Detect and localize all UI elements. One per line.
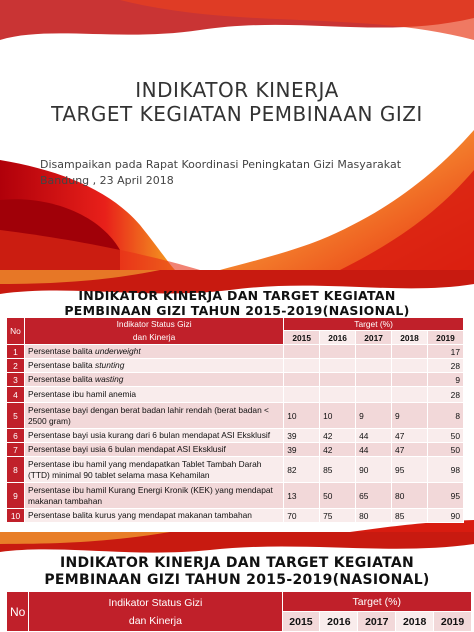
row-value-2019: 28 bbox=[428, 387, 464, 403]
row-value-2018: 80 bbox=[392, 483, 428, 509]
slide1-title-line2: TARGET KEGIATAN PEMBINAAN GIZI bbox=[51, 102, 423, 126]
row-value-2016 bbox=[320, 373, 356, 387]
row-indicator-text: Persentase balita bbox=[27, 346, 96, 356]
slide-indicator-table-repeat bbox=[0, 532, 474, 632]
row-indicator-text: Persentase ibu hamil yang mendapatkan Tablet Tambah Darah (TTD) minimal 90 tablet selama masa Kehamilan bbox=[27, 458, 262, 480]
row-value-2017 bbox=[356, 345, 392, 359]
row-value-2016 bbox=[320, 359, 356, 373]
slide2-title-line1: INDIKATOR KINERJA DAN TARGET KEGIATAN bbox=[78, 288, 396, 303]
table-row bbox=[7, 457, 464, 483]
row-value-2015 bbox=[284, 345, 320, 359]
slide3-title-line2: PEMBINAAN GIZI TAHUN 2015-2019(NASIONAL) bbox=[44, 572, 430, 588]
row-value-2019: 17 bbox=[428, 345, 464, 359]
swoosh-decoration-top bbox=[0, 0, 474, 270]
row-value-2017 bbox=[356, 359, 392, 373]
table-row bbox=[7, 373, 464, 387]
row-value-2019: 9 bbox=[428, 373, 464, 387]
row-value-2015: 82 bbox=[284, 457, 320, 483]
header3-indicator-line1: Indikator Status Gizi bbox=[108, 596, 203, 609]
table-row bbox=[7, 509, 464, 523]
row-value-2017: 65 bbox=[356, 483, 392, 509]
table-row bbox=[7, 359, 464, 373]
row-value-2018: 47 bbox=[392, 429, 428, 443]
year-2019: 2019 bbox=[428, 331, 464, 345]
row-value-2016: 85 bbox=[320, 457, 356, 483]
header3-no: No bbox=[7, 592, 29, 632]
header3-indicator bbox=[29, 592, 282, 632]
row-indicator-term: underweight bbox=[95, 346, 141, 356]
row-indicator-text: Persentase bayi usia kurang dari 6 bulan mendapat ASI Eksklusif bbox=[27, 430, 271, 440]
year-2016: 2016 bbox=[320, 331, 356, 345]
row-value-2017: 9 bbox=[356, 403, 392, 429]
row-value-2018 bbox=[392, 359, 428, 373]
header-no: No bbox=[7, 318, 25, 345]
row-value-2016: 75 bbox=[320, 509, 356, 523]
year-2015: 2015 bbox=[284, 331, 320, 345]
row-indicator bbox=[24, 373, 283, 387]
year3-2019: 2019 bbox=[434, 612, 472, 632]
slide-indicator-table bbox=[0, 270, 474, 532]
row-value-2015 bbox=[284, 387, 320, 403]
slide1-title-line1: INDIKATOR KINERJA bbox=[135, 78, 339, 102]
row-indicator bbox=[24, 483, 283, 509]
row-indicator-term: stunting bbox=[95, 360, 125, 370]
row-value-2017: 44 bbox=[356, 429, 392, 443]
row-value-2015 bbox=[284, 359, 320, 373]
year3-2016: 2016 bbox=[320, 612, 358, 632]
row-indicator bbox=[24, 345, 283, 359]
row-value-2018: 85 bbox=[392, 509, 428, 523]
row-value-2015: 70 bbox=[284, 509, 320, 523]
header3-target: Target (%) bbox=[282, 592, 471, 612]
year3-2017: 2017 bbox=[358, 612, 396, 632]
row-value-2018: 47 bbox=[392, 443, 428, 457]
row-number: 3 bbox=[7, 373, 25, 387]
slide1-subtitle-line1: Disampaikan pada Rapat Koordinasi Peningkatan Gizi Masyarakat bbox=[40, 158, 402, 171]
row-value-2019: 28 bbox=[428, 359, 464, 373]
row-value-2019: 50 bbox=[428, 443, 464, 457]
indicator-target-table bbox=[6, 317, 464, 523]
row-value-2015 bbox=[284, 373, 320, 387]
row-indicator-text: Persentase balita kurus yang mendapat makanan tambahan bbox=[27, 510, 252, 520]
row-value-2017 bbox=[356, 387, 392, 403]
table-row bbox=[7, 429, 464, 443]
row-indicator bbox=[24, 509, 283, 523]
row-value-2018: 95 bbox=[392, 457, 428, 483]
table-row bbox=[7, 403, 464, 429]
row-value-2018 bbox=[392, 387, 428, 403]
table-row bbox=[7, 345, 464, 359]
row-number: 1 bbox=[7, 345, 25, 359]
row-value-2017: 44 bbox=[356, 443, 392, 457]
slide2-title-line2: PEMBINAAN GIZI TAHUN 2015-2019(NASIONAL) bbox=[64, 303, 410, 318]
row-value-2017: 80 bbox=[356, 509, 392, 523]
row-indicator-text: Persentase bayi dengan berat badan lahir rendah (berat badan < 2500 gram) bbox=[27, 404, 269, 426]
row-number: 4 bbox=[7, 387, 25, 403]
year-2017: 2017 bbox=[356, 331, 392, 345]
year-2018: 2018 bbox=[392, 331, 428, 345]
row-value-2016: 50 bbox=[320, 483, 356, 509]
year3-2015: 2015 bbox=[282, 612, 320, 632]
row-value-2019: 98 bbox=[428, 457, 464, 483]
row-indicator bbox=[24, 457, 283, 483]
row-value-2019: 50 bbox=[428, 429, 464, 443]
row-value-2015: 10 bbox=[284, 403, 320, 429]
table-row bbox=[7, 387, 464, 403]
header-indicator-line2: dan Kinerja bbox=[132, 332, 176, 342]
row-value-2018 bbox=[392, 373, 428, 387]
row-value-2017: 90 bbox=[356, 457, 392, 483]
row-indicator bbox=[24, 443, 283, 457]
row-indicator-text: Persentase balita bbox=[27, 374, 96, 384]
row-indicator-term: wasting bbox=[95, 374, 124, 384]
row-value-2019: 8 bbox=[428, 403, 464, 429]
slide1-subtitle-line2: Bandung , 23 April 2018 bbox=[40, 174, 174, 187]
row-value-2016 bbox=[320, 387, 356, 403]
slide-title bbox=[0, 0, 474, 270]
row-value-2018 bbox=[392, 345, 428, 359]
row-indicator bbox=[24, 429, 283, 443]
year3-2018: 2018 bbox=[396, 612, 434, 632]
row-number: 5 bbox=[7, 403, 25, 429]
row-value-2019: 95 bbox=[428, 483, 464, 509]
row-indicator-text: Persentase ibu hamil anemia bbox=[27, 389, 136, 399]
table-row bbox=[7, 443, 464, 457]
row-number: 7 bbox=[7, 443, 25, 457]
row-value-2016: 42 bbox=[320, 429, 356, 443]
row-value-2015: 39 bbox=[284, 443, 320, 457]
row-indicator-text: Persentase bayi usia 6 bulan mendapat ASI Eksklusif bbox=[27, 444, 226, 454]
row-number: 8 bbox=[7, 457, 25, 483]
row-value-2019: 90 bbox=[428, 509, 464, 523]
row-value-2016: 10 bbox=[320, 403, 356, 429]
row-number: 10 bbox=[7, 509, 25, 523]
row-value-2015: 39 bbox=[284, 429, 320, 443]
row-number: 6 bbox=[7, 429, 25, 443]
row-value-2018: 9 bbox=[392, 403, 428, 429]
header3-indicator-line2: dan Kinerja bbox=[128, 614, 182, 627]
header-target: Target (%) bbox=[284, 318, 464, 331]
header-indicator bbox=[24, 318, 283, 345]
row-value-2016 bbox=[320, 345, 356, 359]
row-number: 2 bbox=[7, 359, 25, 373]
row-indicator bbox=[24, 359, 283, 373]
row-value-2015: 13 bbox=[284, 483, 320, 509]
header-indicator-line1: Indikator Status Gizi bbox=[116, 319, 192, 329]
row-indicator-text: Persentase ibu hamil Kurang Energi Kronik (KEK) yang mendapat makanan tambahan bbox=[27, 484, 273, 506]
row-indicator-text: Persentase balita bbox=[27, 360, 96, 370]
slide3-title-line1: INDIKATOR KINERJA DAN TARGET KEGIATAN bbox=[59, 555, 415, 571]
indicator-target-table-header bbox=[6, 591, 472, 632]
row-number: 9 bbox=[7, 483, 25, 509]
row-indicator bbox=[24, 403, 283, 429]
row-indicator bbox=[24, 387, 283, 403]
row-value-2017 bbox=[356, 373, 392, 387]
table-row bbox=[7, 483, 464, 509]
row-value-2016: 42 bbox=[320, 443, 356, 457]
